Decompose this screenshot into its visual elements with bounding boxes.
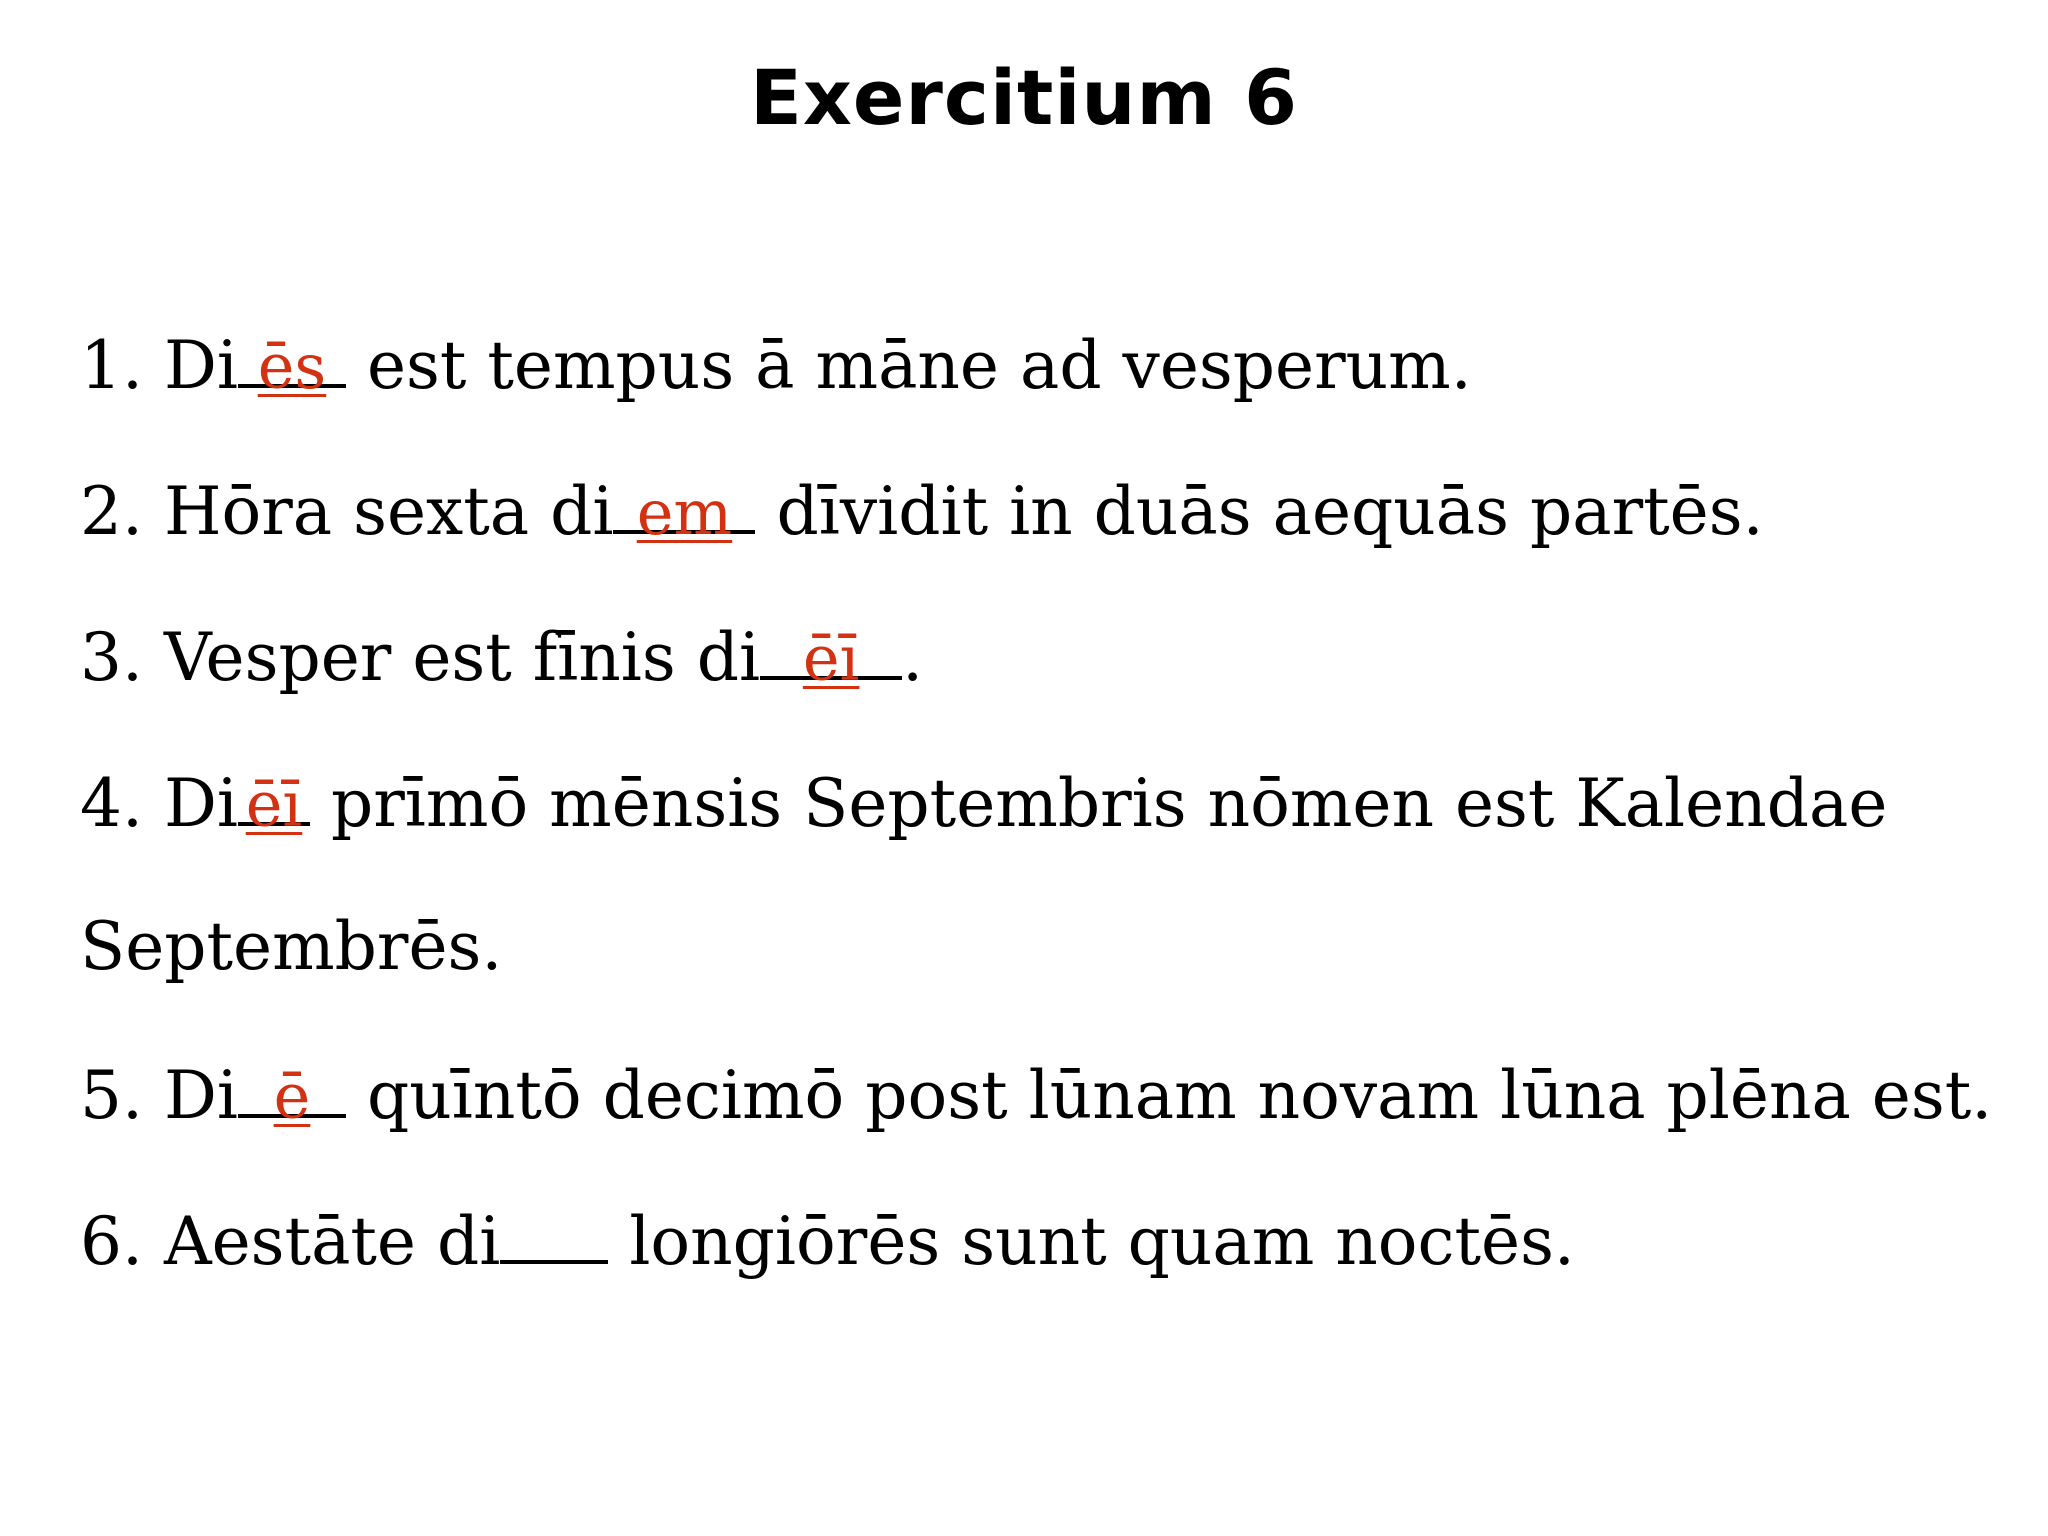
answer-blank[interactable] [238, 1060, 346, 1133]
exercise-item-6 [80, 1203, 1575, 1280]
exercise-item-5 [80, 1057, 1993, 1134]
exercise-title: Exercitium 6 [749, 53, 1299, 142]
item-prefix: 1. Di [80, 327, 238, 404]
item-prefix: 2. Hōra sexta di [80, 473, 614, 550]
item-prefix: 3. Vesper est fīnis di [80, 619, 761, 696]
exercise-item-2 [80, 473, 1764, 550]
item-suffix: . [902, 619, 924, 696]
answer-blank[interactable] [613, 476, 755, 549]
exercise-item-4 [80, 765, 1888, 842]
answer-text: ēī [245, 768, 303, 841]
item-suffix: dīvidit in duās aequās partēs. [755, 473, 1764, 550]
answer-text: ē [273, 1060, 311, 1133]
exercise-item-4-continuation: Septembrēs. [80, 908, 503, 985]
item-prefix: 6. Aestāte di [80, 1203, 501, 1280]
answer-blank[interactable] [760, 622, 902, 695]
answer-blank[interactable] [238, 768, 310, 841]
answer-text: ēs [257, 330, 327, 403]
answer-text: ēī [802, 622, 860, 695]
exercise-item-3 [80, 619, 924, 696]
item-suffix: longiōrēs sunt quam noctēs. [608, 1203, 1575, 1280]
answer-blank[interactable] [238, 330, 346, 403]
item-prefix: 5. Di [80, 1057, 238, 1134]
item-suffix: prīmō mēnsis Septembris nōmen est Kalendae [309, 765, 1888, 842]
item-suffix: est tempus ā māne ad vesperum. [345, 327, 1472, 404]
answer-text: em [636, 476, 733, 549]
answer-blank[interactable] [500, 1206, 608, 1264]
item-suffix: quīntō decimō post lūnam novam lūna plēna est. [345, 1057, 1993, 1134]
exercise-item-1 [80, 327, 1472, 404]
item-prefix: 4. Di [80, 765, 238, 842]
